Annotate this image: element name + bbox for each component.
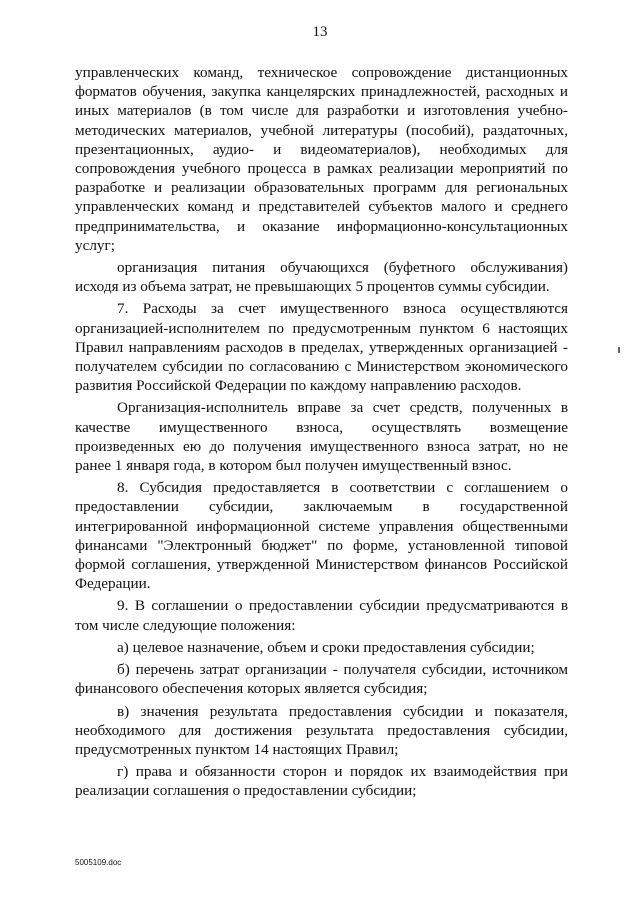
paragraph-item-7: 7. Расходы за счет имущественного взноса осуществляются организацией-исполнителем по предусмотренным пунктом 6 настоящих Правил направлениям расходов в пределах, утвержденных организацией - получателем субсидии по согласованию с Министерством экономического развития Российской Федерации по каждому направлению расходов. (75, 300, 568, 395)
paragraph-catering: организация питания обучающихся (буфетного обслуживания) исходя из объема затрат, не превышающих 5 процентов суммы субсидии. (75, 259, 568, 296)
paragraph-continuation: управленческих команд, техническое сопровождение дистанционных форматов обучения, закупка канцелярских принадлежностей, расходных и иных материалов (в том числе для разработки и изготовления учебно-методических материалов, учебной литературы (пособий), раздаточных, презентационных, аудио- и видеоматериалов), необходимых для сопровождения учебного процесса в рамках реализации мероприятий по разработке и реализации образовательных программ для региональных управленческих команд и представителей субъектов малого и среднего предпринимательства, и оказание информационно-консультационных услуг; (75, 64, 568, 254)
paragraph-item-9v: в) значения результата предоставления субсидии и показателя, необходимого для достижения результата предоставления субсидии, предусмотренных пунктом 14 настоящих Правил; (75, 702, 568, 758)
paragraph-item-9g: г) права и обязанности сторон и порядок их взаимодействия при реализации соглашения о предоставлении субсидии; (75, 763, 568, 800)
file-name-footer: 5005109.doc (75, 858, 122, 867)
document-body (75, 63, 568, 804)
paragraph-item-9: 9. В соглашении о предоставлении субсидии предусматриваются в том числе следующие положения: (75, 597, 568, 634)
paragraph-executor-reimbursement: Организация-исполнитель вправе за счет средств, полученных в качестве имущественного взноса, осуществлять возмещение произведенных ею до получения имущественного взноса затрат, но не ранее 1 января года, в котором был получен имущественный взнос. (75, 399, 568, 475)
paragraph-item-8: 8. Субсидия предоставляется в соответствии с соглашением о предоставлении субсидии, заключаемым в государственной интегрированной информационной системе управления общественными финансами "Электронный бюджет" по форме, установленной типовой формой соглашения, утвержденной Министерством финансов Российской Федерации. (75, 479, 568, 593)
paragraph-item-9b: б) перечень затрат организации - получателя субсидии, источником финансового обеспечения которых является субсидия; (75, 661, 568, 698)
page-number: 13 (312, 24, 328, 40)
paragraph-item-9a: а) целевое назначение, объем и сроки предоставления субсидии; (117, 638, 535, 656)
margin-mark (618, 347, 620, 353)
